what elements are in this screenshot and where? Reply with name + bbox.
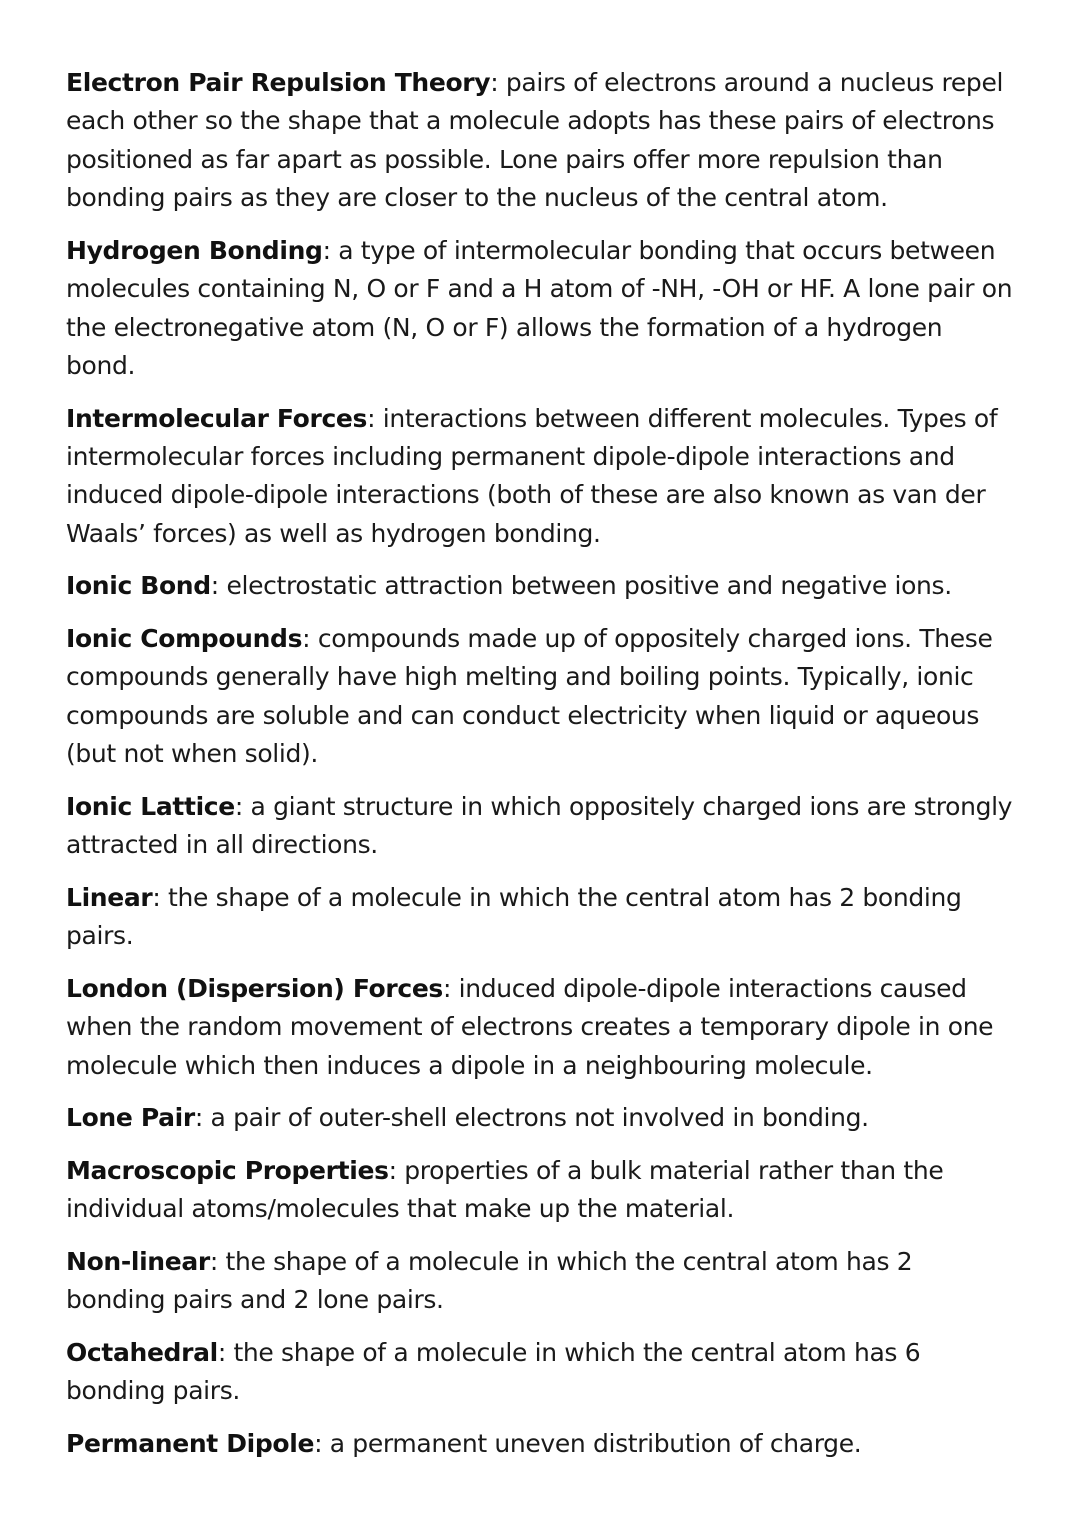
glossary-entry-lone-pair: Lone Pair: a pair of outer-shell electrons not involved in bonding. bbox=[66, 1103, 869, 1133]
glossary-entry-non-linear: Non-linear: the shape of a molecule in which the central atom has 2 bonding pairs and 2 lone pairs. bbox=[66, 1246, 913, 1315]
glossary-definition: a pair of outer-shell electrons not involved in bonding. bbox=[210, 1103, 869, 1133]
glossary-term: Non-linear bbox=[66, 1246, 210, 1276]
glossary-definition: compounds made up of oppositely charged ions. These compounds generally have high melting and boiling points. Typically, ionic compounds are soluble and can conduct electricity when liquid or aqueous (but not when solid). bbox=[66, 624, 993, 769]
glossary-term: Macroscopic Properties bbox=[66, 1155, 389, 1185]
glossary-entry-intermolecular-forces: Intermolecular Forces: interactions between different molecules. Types of intermolecular forces including permanent dipole-dipole interactions and induced dipole-dipole interactions (both of these are also known as van der Waals’ forces) as well as hydrogen bonding. bbox=[66, 403, 998, 548]
glossary-term: Electron Pair Repulsion Theory bbox=[66, 68, 491, 97]
glossary-definition: electrostatic attraction between positive and negative ions. bbox=[226, 571, 952, 601]
glossary-definition: induced dipole-dipole interactions caused when the random movement of electrons creates a temporary dipole in one molecule which then induces a dipole in a neighbouring molecule. bbox=[66, 973, 994, 1080]
glossary-term: Intermolecular Forces bbox=[66, 403, 368, 433]
glossary-term: Ionic Lattice bbox=[66, 791, 235, 821]
glossary-entry-hydrogen-bonding: Hydrogen Bonding: a type of intermolecular bonding that occurs between molecules containing N, O or F and a H atom of -NH, -OH or HF. A lone pair on the electronegative atom (N, O or F) allows the formation of a hydrogen bond. bbox=[66, 235, 1013, 381]
glossary-entry-ionic-bond: Ionic Bond: electrostatic attraction between positive and negative ions. bbox=[66, 571, 952, 601]
glossary-entry-electron-pair-repulsion-theory: Electron Pair Repulsion Theory: pairs of electrons around a nucleus repel each other so the shape that a molecule adopts has these pairs of electrons positioned as far apart as possible. Lone pairs offer more repulsion than bonding pairs as they are closer to the nucleus of the central atom. bbox=[66, 68, 1004, 213]
glossary-term: Lone Pair bbox=[66, 1103, 195, 1133]
glossary-definition: interactions between different molecules. Types of intermolecular forces including permanent dipole-dipole interactions and induced dipole-dipole interactions (both of these are also known as van der Waals’ forces) as well as hydrogen bonding. bbox=[66, 403, 998, 548]
glossary-term: London (Dispersion) Forces bbox=[66, 973, 443, 1003]
glossary-definition: the shape of a molecule in which the central atom has 2 bonding pairs and 2 lone pairs. bbox=[66, 1246, 913, 1315]
glossary-term: Ionic Bond bbox=[66, 571, 211, 601]
glossary-entry-ionic-lattice: Ionic Lattice: a giant structure in which oppositely charged ions are strongly attracted in all directions. bbox=[66, 791, 1013, 860]
glossary-entry-octahedral: Octahedral: the shape of a molecule in which the central atom has 6 bonding pairs. bbox=[66, 1337, 921, 1406]
glossary-definition: the shape of a molecule in which the central atom has 6 bonding pairs. bbox=[66, 1337, 921, 1406]
glossary-entry-macroscopic-properties: Macroscopic Properties: properties of a bulk material rather than the individual atoms/molecules that make up the material. bbox=[66, 1155, 944, 1224]
glossary-entry-linear: Linear: the shape of a molecule in which the central atom has 2 bonding pairs. bbox=[66, 882, 962, 951]
glossary-entry-permanent-dipole: Permanent Dipole: a permanent uneven distribution of charge. bbox=[66, 1428, 862, 1458]
glossary-definition: the shape of a molecule in which the central atom has 2 bonding pairs. bbox=[66, 882, 962, 951]
glossary-term: Ionic Compounds bbox=[66, 624, 303, 654]
glossary-entry-ionic-compounds: Ionic Compounds: compounds made up of oppositely charged ions. These compounds generally have high melting and boiling points. Typically, ionic compounds are soluble and can conduct electricity when liquid or aqueous (but not when solid). bbox=[66, 624, 993, 769]
glossary-term: Permanent Dipole bbox=[66, 1428, 315, 1458]
glossary-entry-london-dispersion-forces: London (Dispersion) Forces: induced dipole-dipole interactions caused when the random movement of electrons creates a temporary dipole in one molecule which then induces a dipole in a neighbouring molecule. bbox=[66, 973, 994, 1080]
glossary-definition: a permanent uneven distribution of charge. bbox=[329, 1428, 862, 1458]
glossary-term: Octahedral bbox=[66, 1337, 218, 1367]
glossary-definition: a type of intermolecular bonding that occurs between molecules containing N, O or F and a H atom of -NH, -OH or HF. A lone pair on the electronegative atom (N, O or F) allows the formation of a hydrogen bond. bbox=[66, 235, 1013, 381]
glossary-page bbox=[66, 64, 1016, 1477]
glossary-term: Hydrogen Bonding bbox=[66, 235, 323, 265]
glossary-definition: pairs of electrons around a nucleus repel each other so the shape that a molecule adopts has these pairs of electrons positioned as far apart as possible. Lone pairs offer more repulsion than bonding pairs as they are closer to the nucleus of the central atom. bbox=[66, 68, 1004, 213]
glossary-definition: properties of a bulk material rather than the individual atoms/molecules that make up the material. bbox=[66, 1155, 944, 1224]
glossary-term: Linear bbox=[66, 882, 153, 912]
glossary-definition: a giant structure in which oppositely charged ions are strongly attracted in all directions. bbox=[66, 791, 1013, 860]
